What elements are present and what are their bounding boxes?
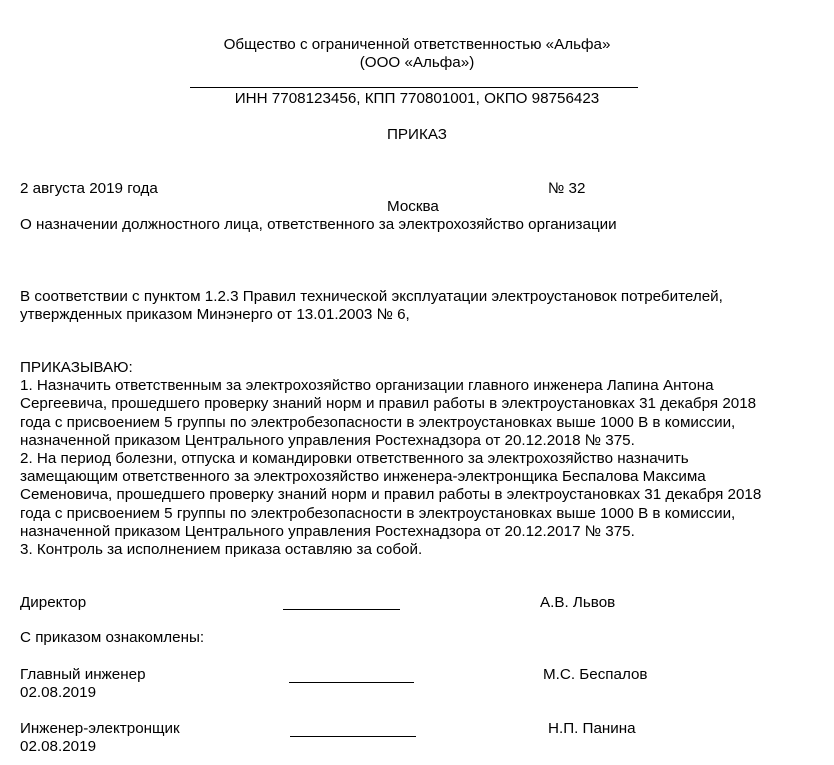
order-line: года с присвоением 5 группы по электробезопасности в электроустановках выше 1000 В в комиссии, [20, 504, 736, 522]
acquainted-heading: С приказом ознакомлены: [20, 629, 205, 646]
order-line: 3. Контроль за исполнением приказа оставляю за собой. [20, 541, 423, 559]
org-short-name: (ООО «Альфа») [359, 54, 475, 71]
order-line: 2. На период болезни, отпуска и командировки ответственного за электрохозяйство назначить [20, 450, 689, 468]
order-heading: ПРИКАЗЫВАЮ: [20, 359, 133, 376]
order-line: Сергеевича, прошедшего проверку знаний норм и правил работы в электроустановках 31 декабря 2018 [20, 395, 757, 413]
order-body [20, 359, 820, 559]
document-city: Москва [387, 198, 439, 215]
director-signature-line [283, 609, 400, 610]
order-line: 1. Назначить ответственным за электрохозяйство организации главного инженера Лапина Антона [20, 377, 714, 395]
order-line: года с присвоением 5 группы по электробезопасности в электроустановках выше 1000 В в комиссии, [20, 413, 736, 431]
org-name: Общество с ограниченной ответственностью «Альфа» [223, 36, 611, 53]
org-codes: ИНН 7708123456, КПП 770801001, ОКПО 98756423 [234, 90, 600, 107]
document-date: 2 августа 2019 года [20, 180, 158, 197]
document-subject: О назначении должностного лица, ответственного за электрохозяйство организации [20, 216, 617, 233]
preamble-line: утвержденных приказом Минэнерго от 13.01.2003 № 6, [20, 306, 410, 324]
order-line: Семеновича, прошедшего проверку знаний норм и правил работы в электроустановках 31 декабря 2018 [20, 486, 762, 504]
signer-signature-line [289, 682, 414, 683]
order-line: замещающим ответственного за электрохозяйство инженера-электронщика Беспалова Максима [20, 468, 706, 486]
signer-title: Главный инженер [20, 666, 146, 683]
director-title: Директор [20, 594, 87, 611]
signer-signature-line [290, 736, 416, 737]
signer-name: Н.П. Панина [548, 720, 636, 737]
order-line: назначенной приказом Центрального управления Ростехнадзора от 20.12.2017 № 375. [20, 522, 635, 540]
signer-date: 02.08.2019 [20, 684, 97, 701]
preamble [20, 288, 820, 324]
document-title: ПРИКАЗ [387, 126, 447, 143]
signer-title: Инженер-электронщик [20, 720, 180, 737]
signer-name: М.С. Беспалов [543, 666, 648, 683]
header-divider [190, 87, 638, 88]
preamble-line: В соответствии с пунктом 1.2.3 Правил технической эксплуатации электроустановок потребителей, [20, 288, 723, 305]
order-line: назначенной приказом Центрального управления Ростехнадзора от 20.12.2018 № 375. [20, 431, 635, 449]
signer-date: 02.08.2019 [20, 738, 97, 755]
director-name: А.В. Львов [540, 594, 616, 611]
document-number: № 32 [548, 180, 586, 197]
